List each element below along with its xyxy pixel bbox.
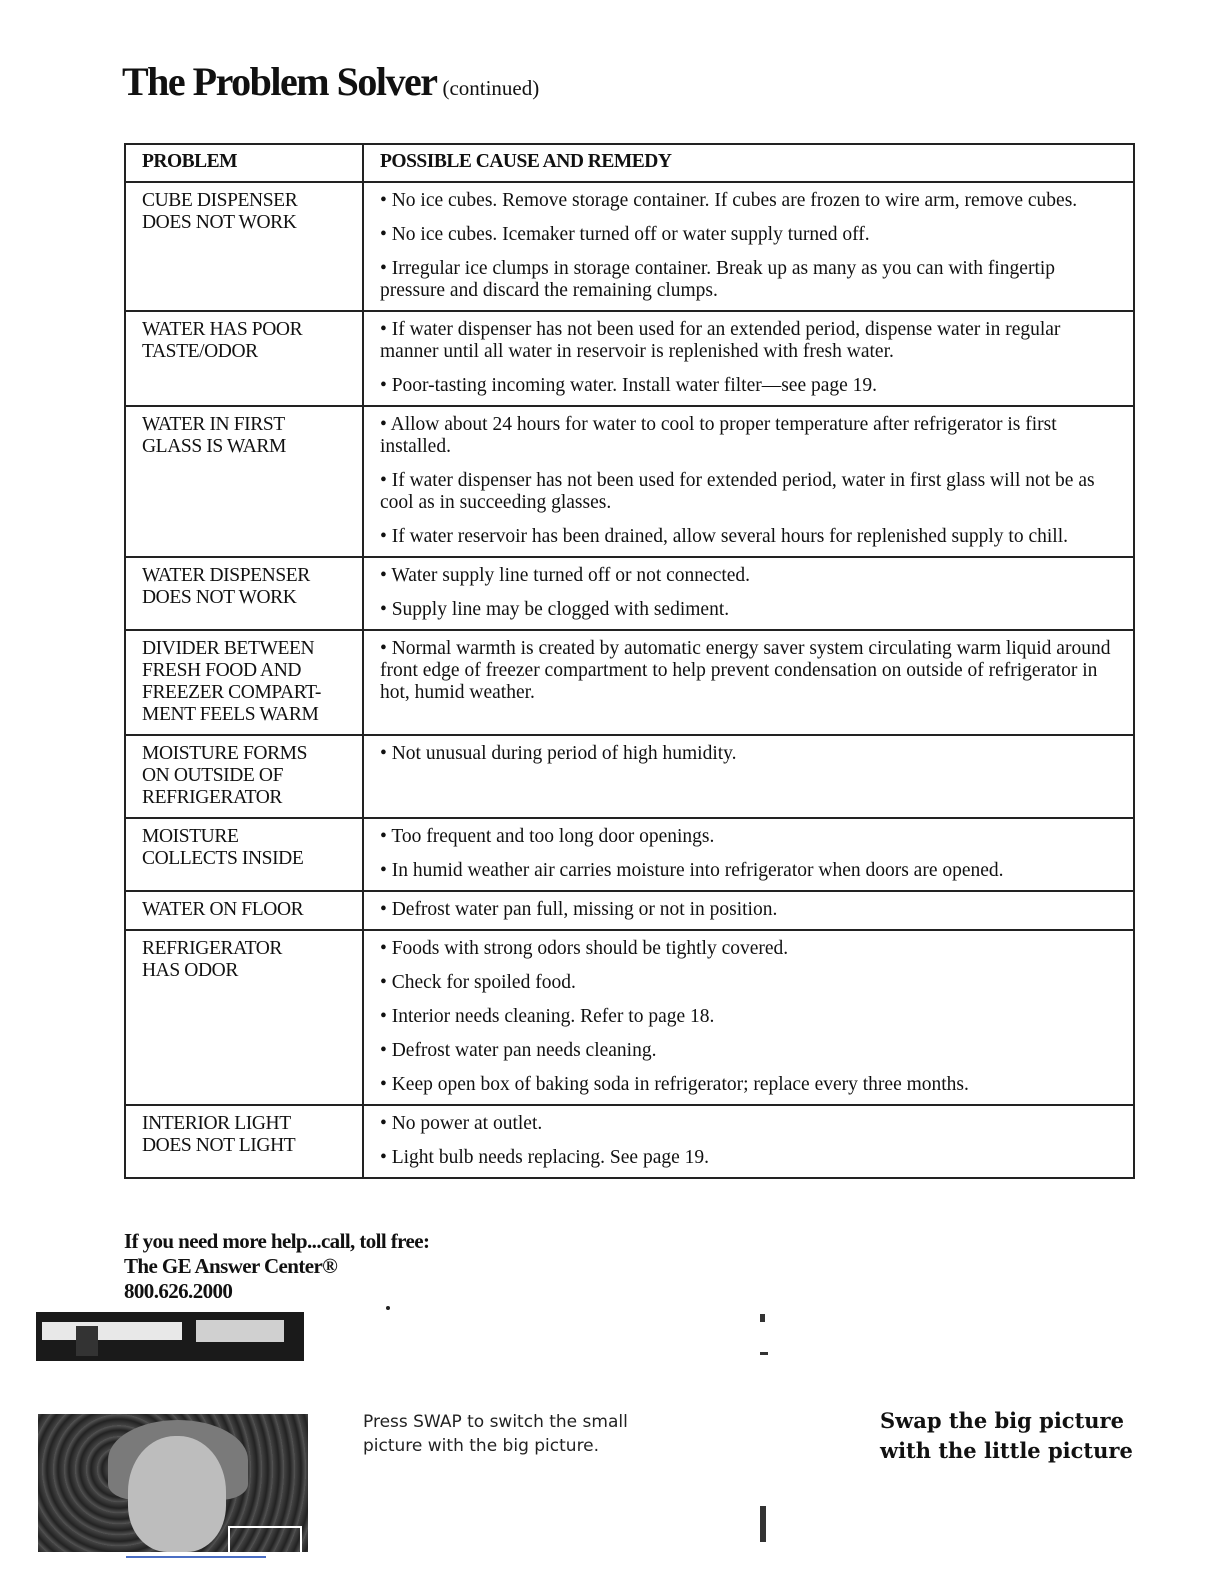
problem-text: REFRIGERATOR (142, 938, 283, 959)
problem-text: DOES NOT LIGHT (142, 1135, 296, 1156)
table-header-row (125, 144, 1134, 182)
problem-cell (125, 1105, 363, 1178)
problem-text: CUBE DISPENSER (142, 190, 298, 211)
col-header-problem: PROBLEM (125, 144, 363, 182)
problem-text: WATER HAS POOR (142, 319, 303, 340)
remedy-item: • Interior needs cleaning. Refer to page 18. (380, 1006, 715, 1027)
remedy-cell (363, 182, 1134, 311)
answer-center-name: The GE Answer Center® (124, 1254, 338, 1278)
margin-mark (760, 1314, 765, 1322)
scan-artifact-part (42, 1322, 182, 1340)
col-header-remedy: POSSIBLE CAUSE AND REMEDY (363, 144, 1134, 182)
problem-text: WATER DISPENSER (142, 565, 310, 586)
remedy-item: • Not unusual during period of high humidity. (380, 743, 737, 764)
scan-dot (386, 1306, 390, 1310)
problem-cell (125, 818, 363, 891)
table-row (125, 557, 1134, 630)
phone-number: 800.626.2000 (124, 1279, 233, 1303)
remedy-item: • Defrost water pan full, missing or not in position. (380, 899, 778, 920)
pip-frame-icon (228, 1526, 302, 1552)
help-block (124, 1229, 429, 1304)
remedy-cell (363, 735, 1134, 818)
swap-heading: Swap the big picture with the little picture (880, 1408, 1133, 1463)
remedy-item: • Keep open box of baking soda in refrigerator; replace every three months. (380, 1074, 969, 1095)
swap-instruction: Press SWAP to switch the small picture with the big picture. (363, 1412, 628, 1456)
remedy-cell (363, 406, 1134, 557)
table-row (125, 930, 1134, 1105)
remedy-item: • Normal warmth is created by automatic energy saver system circulating warm liquid around front edge of freezer compartment to help prevent condensation on outside of refrigerator in hot, humid weather. (380, 638, 1111, 703)
problem-cell (125, 182, 363, 311)
problem-cell (125, 630, 363, 735)
remedy-item: • Defrost water pan needs cleaning. (380, 1040, 657, 1061)
remedy-item: • Check for spoiled food. (380, 972, 576, 993)
remedy-item: • Irregular ice clumps in storage container. Break up as many as you can with fingertip pressure and discard the remaining clumps. (380, 258, 1056, 301)
problem-text: FRESH FOOD AND (142, 660, 302, 681)
help-line: If you need more help...call, toll free: (124, 1229, 430, 1253)
remedy-item: • If water dispenser has not been used for extended period, water in first glass will not be as cool as in succeeding glasses. (380, 470, 1095, 513)
table-row (125, 630, 1134, 735)
scan-artifact-part (196, 1320, 284, 1342)
blue-underline (126, 1556, 266, 1558)
problem-text: COLLECTS INSIDE (142, 848, 304, 869)
table-row (125, 406, 1134, 557)
problem-cell (125, 735, 363, 818)
problem-text: ON OUTSIDE OF (142, 765, 284, 786)
problem-text: REFRIGERATOR (142, 787, 283, 808)
remedy-cell (363, 311, 1134, 406)
problem-cell (125, 557, 363, 630)
remedy-cell (363, 630, 1134, 735)
problem-text: TASTE/ODOR (142, 341, 258, 362)
title-subtitle: (continued) (442, 76, 540, 100)
title-main: The Problem Solver (122, 59, 437, 104)
scan-artifact-part (76, 1326, 98, 1356)
margin-mark (760, 1506, 766, 1542)
remedy-item: • Supply line may be clogged with sediment. (380, 599, 730, 620)
remedy-cell (363, 1105, 1134, 1178)
table-row (125, 182, 1134, 311)
problem-cell (125, 311, 363, 406)
remedy-cell (363, 930, 1134, 1105)
problem-text: MENT FEELS WARM (142, 704, 319, 725)
problem-cell (125, 406, 363, 557)
remedy-item: • Poor-tasting incoming water. Install water filter—see page 19. (380, 375, 878, 396)
margin-mark (760, 1352, 768, 1355)
problem-text: FREEZER COMPART- (142, 682, 321, 703)
scan-artifact-strip (36, 1312, 304, 1361)
remedy-cell (363, 818, 1134, 891)
remedy-item: • Foods with strong odors should be tightly covered. (380, 938, 789, 959)
problem-solver-table (124, 143, 1135, 1179)
remedy-item: • Allow about 24 hours for water to cool to proper temperature after refrigerator is first installed. (380, 414, 1057, 457)
problem-text: INTERIOR LIGHT (142, 1113, 291, 1134)
problem-text: DOES NOT WORK (142, 587, 297, 608)
table-row (125, 311, 1134, 406)
remedy-item: • In humid weather air carries moisture into refrigerator when doors are opened. (380, 860, 1004, 881)
remedy-item: • Light bulb needs replacing. See page 19. (380, 1147, 710, 1168)
remedy-item: • If water reservoir has been drained, allow several hours for replenished supply to chill. (380, 526, 1069, 547)
remedy-item: • No ice cubes. Remove storage container. If cubes are frozen to wire arm, remove cubes. (380, 190, 1078, 211)
problem-text: MOISTURE FORMS (142, 743, 308, 764)
photo-face (128, 1436, 226, 1552)
problem-text: GLASS IS WARM (142, 436, 286, 457)
problem-text: DIVIDER BETWEEN (142, 638, 315, 659)
problem-text: DOES NOT WORK (142, 212, 297, 233)
table-row (125, 891, 1134, 930)
remedy-cell (363, 891, 1134, 930)
page-title (122, 58, 539, 105)
problem-text: HAS ODOR (142, 960, 238, 981)
problem-cell (125, 891, 363, 930)
remedy-item: • If water dispenser has not been used for an extended period, dispense water in regular manner until all water in reservoir is replenished with fresh water. (380, 319, 1061, 362)
problem-text: WATER IN FIRST (142, 414, 285, 435)
remedy-item: • No power at outlet. (380, 1113, 543, 1134)
remedy-item: • Too frequent and too long door openings. (380, 826, 715, 847)
remedy-item: • Water supply line turned off or not connected. (380, 565, 751, 586)
portrait-photo (38, 1414, 308, 1552)
table-row (125, 1105, 1134, 1178)
problem-text: MOISTURE (142, 826, 239, 847)
table-row (125, 735, 1134, 818)
problem-text: WATER ON FLOOR (142, 899, 304, 920)
remedy-item: • No ice cubes. Icemaker turned off or water supply turned off. (380, 224, 870, 245)
table-row (125, 818, 1134, 891)
remedy-cell (363, 557, 1134, 630)
problem-cell (125, 930, 363, 1105)
